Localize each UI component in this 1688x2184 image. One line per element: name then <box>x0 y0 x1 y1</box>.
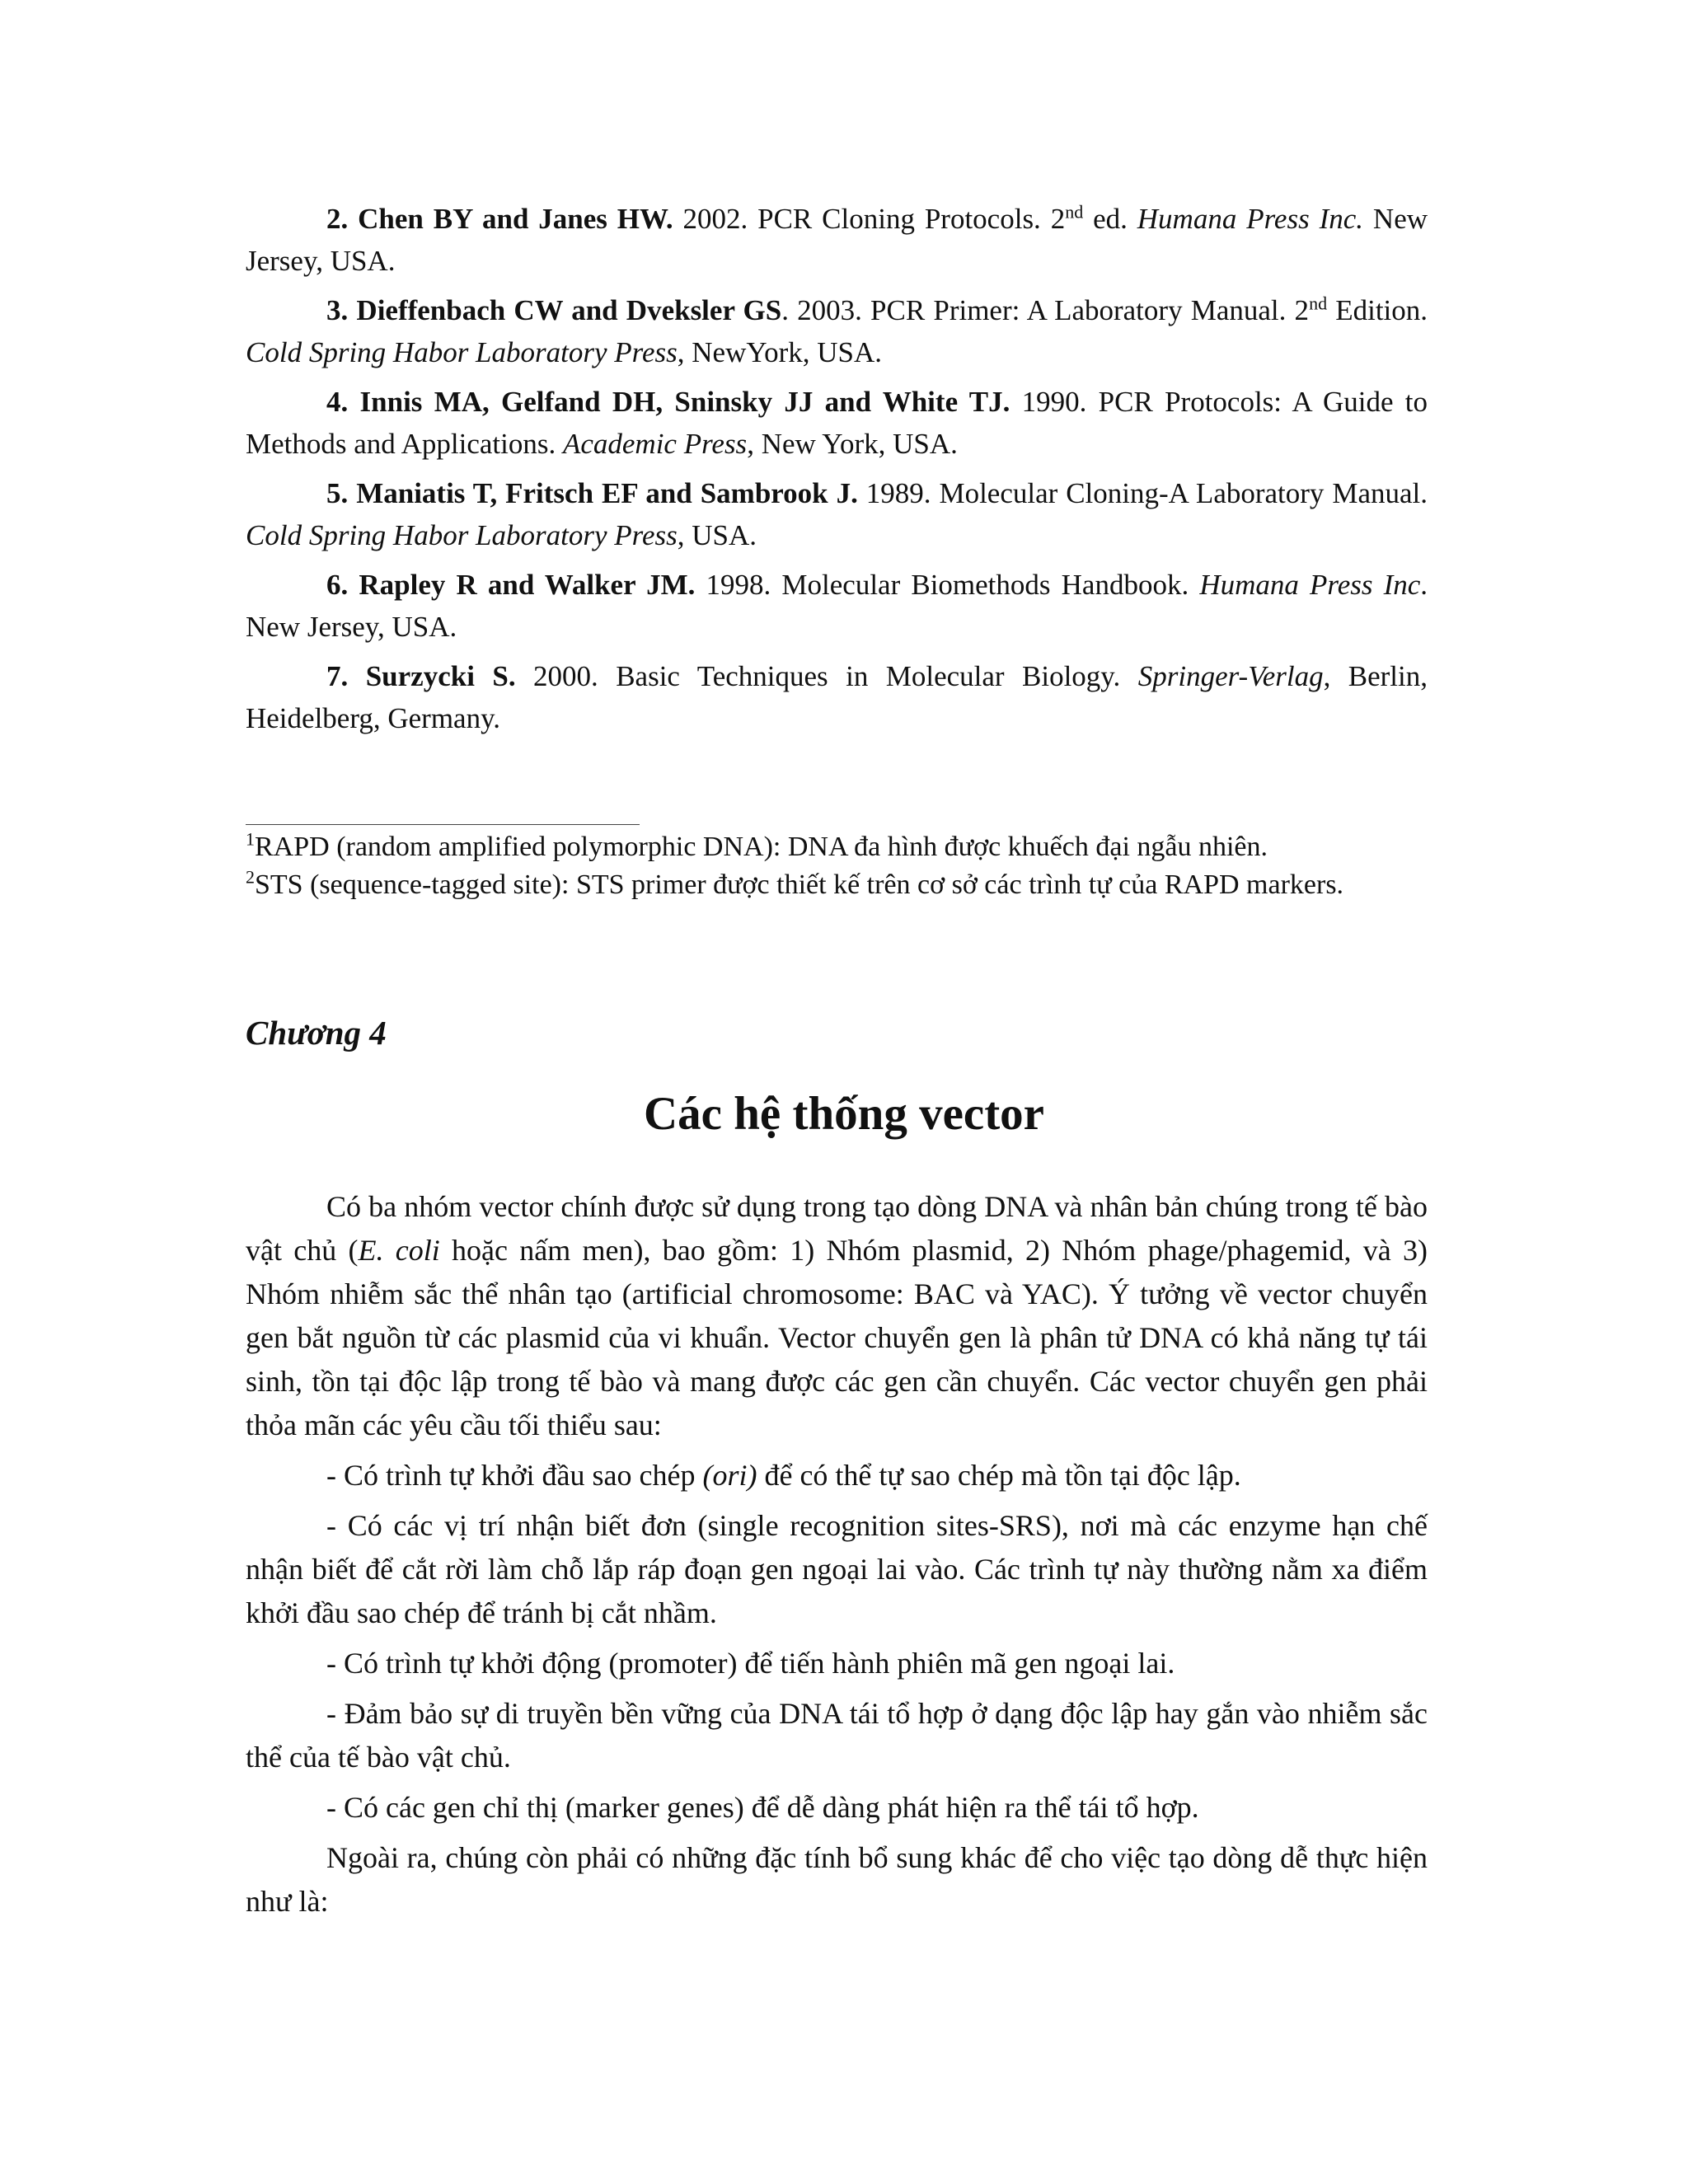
reference-title: PCR Cloning Protocols. 2 <box>757 203 1066 235</box>
paragraph-text: - Có trình tự khởi đầu sao chép <box>326 1459 703 1492</box>
chapter-label: Chương 4 <box>246 1014 387 1052</box>
footnote-marker: 1 <box>246 828 255 850</box>
reference-authors: Surzycki S. <box>365 660 516 692</box>
reference-location: New Jersey, USA. <box>246 203 1428 277</box>
reference-title-cont: Edition. <box>1327 294 1428 326</box>
reference-authors: Chen BY and Janes HW. <box>358 203 673 235</box>
requirement-marker: - Có các gen chỉ thị (marker genes) để dễ dàng phát hiện ra thể tái tổ hợp. <box>326 1791 1199 1824</box>
reference-location: , NewYork, USA. <box>677 336 883 368</box>
chapter-body <box>246 1185 1428 1930</box>
footnote <box>246 828 1432 866</box>
reference-title: PCR Protocols: A Guide to Methods and Applications. <box>246 386 1428 460</box>
paragraph-text: để có thể tự sao chép mà tồn tại độc lập. <box>757 1459 1241 1492</box>
reference-publisher: Springer-Verlag <box>1137 660 1324 692</box>
reference-number: 7. <box>326 660 349 692</box>
paragraph-text: hoặc nấm men), bao gồm: 1) Nhóm plasmid, 2) Nhóm phage/phagemid, và 3) Nhóm nhiễm sắc thể nhân tạo (artificial chromosome: BAC và YAC). Ý tưởng về vector chuyển gen bắt nguồn từ các plasmid của vi khuẩn. Vector chuyển gen là phân tử DNA có khả năng tự tái sinh, tồn tại độc lập trong tế bào và mang được các gen cần chuyển. Các vector chuyển gen phải thỏa mãn các yêu cầu tối thiểu sau: <box>246 1234 1428 1441</box>
reference-location: , New York, USA. <box>747 428 958 460</box>
paragraph-closing: Ngoài ra, chúng còn phải có những đặc tính bổ sung khác để cho việc tạo dòng dễ thực hiện như là: <box>246 1841 1428 1918</box>
requirement-promoter: - Có trình tự khởi động (promoter) để tiến hành phiên mã gen ngoại lai. <box>326 1647 1175 1680</box>
paragraph-intro <box>246 1185 1428 1447</box>
reference-publisher: Humana Press Inc. <box>1137 203 1364 235</box>
reference-number: 2. <box>326 203 349 235</box>
superscript: nd <box>1309 293 1328 314</box>
reference-authors: Rapley R and Walker JM. <box>359 569 696 601</box>
reference-publisher: Academic Press <box>562 428 748 460</box>
reference-publisher: Cold Spring Habor Laboratory Press <box>246 519 678 551</box>
reference-title: PCR Primer: A Laboratory Manual. 2 <box>870 294 1310 326</box>
footnote-text: RAPD (random amplified polymorphic DNA): DNA đa hình được khuếch đại ngẫu nhiên. <box>255 832 1268 862</box>
reference-number: 4. <box>326 386 349 418</box>
footnote-marker: 2 <box>246 866 255 888</box>
requirement-srs: - Có các vị trí nhận biết đơn (single recognition sites-SRS), nơi mà các enzyme hạn chế nhận biết để cắt rời làm chỗ lắp ráp đoạn gen ngoại lai vào. Các trình tự này thường nằm xa điểm khởi đầu sao chép để tránh bị cắt nhầm. <box>246 1509 1428 1629</box>
reference-publisher: Humana Press Inc <box>1199 569 1421 601</box>
superscript: nd <box>1065 201 1084 223</box>
reference-item <box>246 472 1428 556</box>
reference-year: 1990. <box>1021 386 1087 418</box>
requirement-stability: - Đảm bảo sự di truyền bền vững của DNA tái tổ hợp ở dạng độc lập hay gắn vào nhiễm sắc thể của tế bào vật chủ. <box>246 1697 1428 1774</box>
reference-year: . 2003. <box>781 294 862 326</box>
reference-title: Molecular Cloning-A Laboratory Manual. <box>939 477 1428 509</box>
reference-item <box>246 198 1428 282</box>
reference-publisher: Cold Spring Habor Laboratory Press <box>246 336 678 368</box>
reference-item <box>246 289 1428 373</box>
reference-authors: Maniatis T, Fritsch EF and Sambrook J. <box>356 477 858 509</box>
reference-item <box>246 381 1428 465</box>
reference-year: 2002. <box>682 203 748 235</box>
reference-number: 3. <box>326 294 349 326</box>
chapter-title: Các hệ thống vector <box>644 1088 1044 1140</box>
reference-item <box>246 655 1428 739</box>
reference-title: Basic Techniques in Molecular Biology. <box>616 660 1121 692</box>
reference-location: , Berlin, Heidelberg, Germany. <box>246 660 1428 734</box>
requirement-ori <box>246 1454 1428 1497</box>
reference-item <box>246 564 1428 648</box>
species-name: E. coli <box>358 1234 440 1267</box>
paragraph-text: Có ba nhóm vector chính được sử dụng trong tạo dòng DNA và nhân bản chúng trong tế bào vật chủ ( <box>246 1190 1428 1267</box>
footnotes <box>246 828 1432 904</box>
reference-location: . New Jersey, USA. <box>246 569 1428 643</box>
reference-list <box>246 198 1428 747</box>
reference-year: 1998. <box>706 569 771 601</box>
reference-number: 5. <box>326 477 349 509</box>
reference-year: 2000. <box>533 660 598 692</box>
reference-location: , USA. <box>677 519 757 551</box>
reference-number: 6. <box>326 569 349 601</box>
reference-title: Molecular Biomethods Handbook. <box>781 569 1189 601</box>
footnote <box>246 866 1432 904</box>
reference-title-cont: ed. <box>1083 203 1128 235</box>
reference-authors: Dieffenbach CW and Dveksler GS <box>356 294 782 326</box>
ori-term: (ori) <box>702 1459 757 1492</box>
reference-authors: Innis MA, Gelfand DH, Sninsky JJ and White TJ. <box>359 386 1010 418</box>
footnote-separator <box>246 824 640 825</box>
footnote-text: STS (sequence-tagged site): STS primer được thiết kế trên cơ sở các trình tự của RAPD markers. <box>255 869 1344 900</box>
reference-year: 1989. <box>865 477 931 509</box>
